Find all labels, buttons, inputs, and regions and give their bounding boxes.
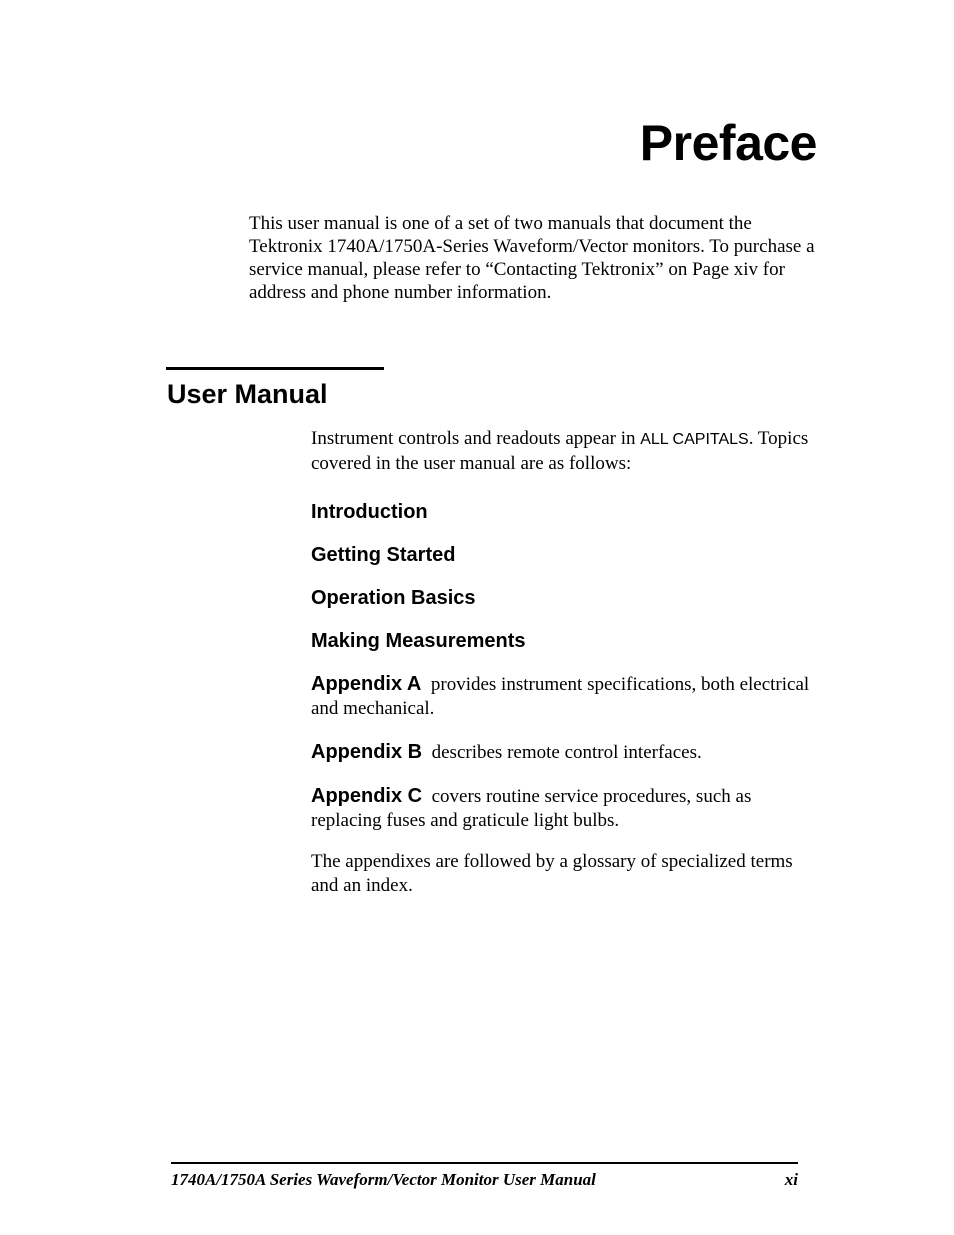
appendix-a-entry bbox=[311, 672, 811, 721]
closing-paragraph: The appendixes are followed by a glossary of specialized terms and an index. bbox=[311, 851, 793, 896]
section-heading-user-manual: User Manual bbox=[167, 379, 328, 409]
appendix-c-label: Appendix C bbox=[311, 785, 423, 807]
appendix-a-label: Appendix A bbox=[311, 673, 422, 695]
all-capitals-example: ALL CAPITALS bbox=[640, 431, 749, 448]
section-intro-text-continued: . Topics covered in the user manual are as follows: bbox=[311, 428, 809, 474]
appendix-a-description: provides instrument specifications, both electrical and mechanical. bbox=[311, 674, 810, 719]
appendix-c-entry bbox=[311, 784, 811, 833]
section-divider bbox=[166, 367, 384, 370]
topic-making-measurements: Making Measurements bbox=[311, 630, 526, 652]
footer-manual-title: 1740A/1750A Series Waveform/Vector Monitor User Manual bbox=[171, 1170, 596, 1189]
appendix-c-description: covers routine service procedures, such as replacing fuses and graticule light bulbs. bbox=[311, 786, 752, 831]
appendix-b-description: describes remote control interfaces. bbox=[431, 742, 702, 763]
section-intro-text: Instrument controls and readouts appear in bbox=[311, 428, 641, 449]
footer-divider bbox=[171, 1162, 798, 1164]
topic-getting-started: Getting Started bbox=[311, 544, 456, 566]
appendix-b-label: Appendix B bbox=[311, 741, 423, 763]
intro-paragraph: This user manual is one of a set of two manuals that document the Tektronix 1740A/1750A-Series Waveform/Vector monitors. To purchase a service manual, please refer to “Contacting Tektronix” on Page xiv for address and phone number information. bbox=[249, 213, 815, 303]
footer-page-number: xi bbox=[784, 1170, 798, 1189]
appendix-b-entry bbox=[311, 740, 811, 765]
topic-operation-basics: Operation Basics bbox=[311, 587, 476, 609]
section-intro-paragraph bbox=[311, 427, 811, 476]
topic-introduction: Introduction bbox=[311, 501, 428, 523]
page-title: Preface bbox=[639, 115, 817, 171]
section-body bbox=[311, 427, 811, 898]
